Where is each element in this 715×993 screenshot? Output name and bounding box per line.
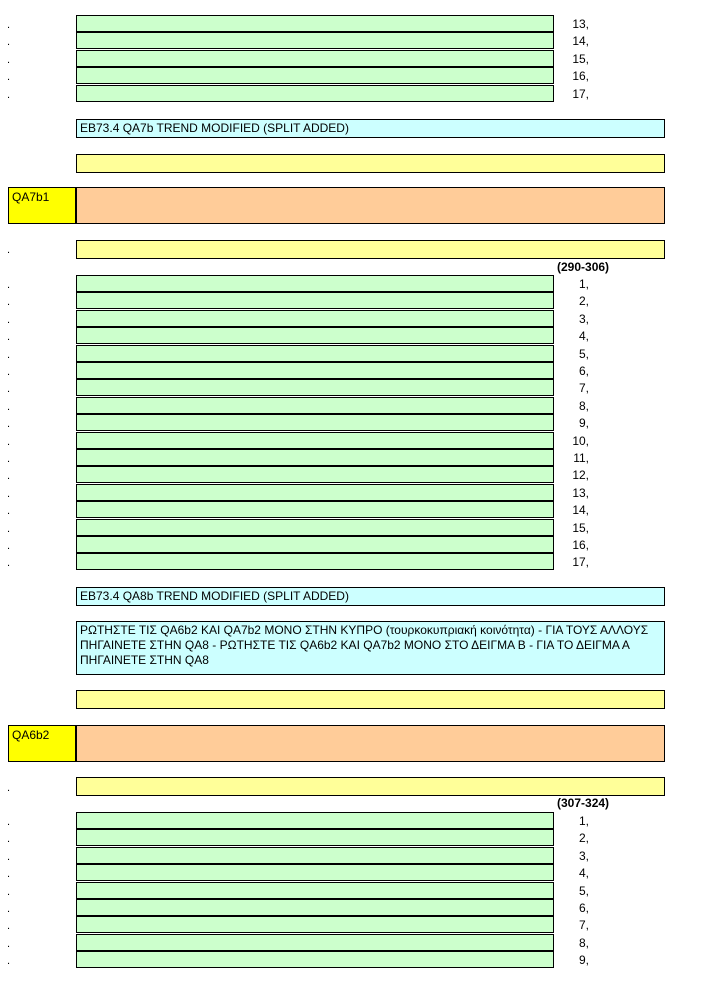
row-marker: .	[7, 955, 11, 968]
answer-row-cell[interactable]	[76, 864, 554, 881]
answer-row-cell[interactable]	[76, 362, 554, 379]
row-marker: .	[7, 19, 11, 31]
answer-row-cell[interactable]	[76, 397, 554, 414]
answer-code: 9,	[578, 953, 589, 968]
answer-row-cell[interactable]	[76, 292, 554, 309]
answer-code: 6,	[578, 901, 589, 915]
answer-code: 13,	[572, 485, 589, 500]
answer-row-cell[interactable]	[76, 275, 554, 292]
answer-code: 17,	[572, 555, 589, 570]
row-marker: .	[7, 36, 11, 49]
answer-code: 3,	[578, 311, 589, 326]
column-range: (307-324)	[557, 796, 610, 810]
row-marker: .	[7, 71, 11, 84]
row-marker: .	[7, 435, 11, 448]
row-marker: .	[7, 313, 11, 326]
answer-code: 3,	[578, 848, 589, 863]
question-label: QA7b1	[8, 187, 76, 224]
answer-row-cell[interactable]	[76, 829, 554, 846]
answer-row-cell[interactable]	[76, 519, 554, 536]
answer-row-cell[interactable]	[76, 882, 554, 899]
answer-code: 2,	[578, 831, 589, 846]
answer-row-cell[interactable]	[76, 812, 554, 829]
row-marker: .	[7, 937, 11, 950]
answer-row-cell[interactable]	[76, 501, 554, 518]
answer-row-cell[interactable]	[76, 50, 554, 67]
answer-row-cell[interactable]	[76, 379, 554, 396]
answer-code: 6,	[578, 364, 589, 378]
answer-row-cell[interactable]	[76, 916, 554, 933]
row-marker: .	[7, 833, 11, 846]
question-text-bar	[76, 154, 665, 173]
row-marker: .	[7, 816, 11, 828]
row-marker: .	[7, 470, 11, 483]
answer-code: 11,	[573, 451, 589, 465]
answer-row-cell[interactable]	[76, 345, 554, 362]
question-label: QA6b2	[8, 725, 76, 762]
answer-code: 15,	[572, 520, 589, 535]
row-marker: .	[7, 920, 11, 933]
answer-code: 8,	[578, 935, 589, 950]
answer-row-cell[interactable]	[76, 327, 554, 344]
row-marker: .	[7, 505, 11, 518]
answer-code: 5,	[578, 346, 589, 361]
row-marker: .	[7, 348, 11, 361]
row-marker: .	[7, 453, 11, 465]
answer-row-cell[interactable]	[76, 414, 554, 431]
answer-row-cell[interactable]	[76, 934, 554, 951]
row-marker: .	[7, 540, 11, 552]
answer-code: 17,	[572, 86, 589, 101]
trend-note-qa7b: EB73.4 QA7b TREND MODIFIED (SPLIT ADDED)	[76, 119, 665, 138]
answer-code: 4,	[578, 866, 589, 881]
answer-code: 1,	[578, 277, 589, 291]
answer-row-cell[interactable]	[76, 15, 554, 32]
question-text-bar	[76, 690, 665, 709]
answer-row-cell[interactable]	[76, 432, 554, 449]
row-marker: .	[7, 487, 11, 500]
row-marker: .	[7, 557, 11, 570]
answer-code: 8,	[578, 398, 589, 413]
answer-code: 5,	[578, 883, 589, 898]
answer-code: 16,	[572, 538, 589, 552]
answer-row-cell[interactable]	[76, 536, 554, 553]
answer-code: 12,	[572, 468, 589, 483]
answer-row-cell[interactable]	[76, 951, 554, 968]
trend-note-qa8b: EB73.4 QA8b TREND MODIFIED (SPLIT ADDED)	[76, 587, 665, 606]
answer-code: 7,	[578, 918, 589, 933]
row-marker: .	[7, 522, 11, 535]
row-marker: .	[7, 418, 11, 431]
answer-code: 13,	[572, 17, 589, 31]
row-marker: .	[7, 366, 11, 378]
question-text-bar	[76, 240, 665, 259]
answer-row-cell[interactable]	[76, 899, 554, 916]
answer-row-cell[interactable]	[76, 484, 554, 501]
answer-row-cell[interactable]	[76, 553, 554, 570]
answer-row-cell[interactable]	[76, 310, 554, 327]
answer-code: 14,	[572, 503, 589, 518]
question-header-body	[76, 725, 665, 762]
row-marker: .	[7, 88, 11, 101]
interviewer-instruction: ΡΩΤΗΣΤΕ ΤΙΣ QA6b2 ΚΑΙ QA7b2 ΜΟΝΟ ΣΤΗΝ ΚΥΠΡΟ (τουρκοκυπριακή κοινότητα) - ΓΙΑ ΤΟΥΣ ΑΛΛΟΥΣ ΠΗΓΑΙΝΕΤΕ ΣΤΗΝ QA8 - ΡΩΤΗΣΤΕ ΤΙΣ QA6b2 ΚΑΙ QA7b2 ΜΟΝΟ ΣΤΟ ΔΕΙΓΜΑ Β - ΓΙΑ ΤΟ ΔΕΙΓΜΑ Α ΠΗΓΑΙΝΕΤΕ ΣΤΗΝ QA8	[76, 621, 665, 675]
row-marker: .	[7, 782, 11, 794]
answer-code: 16,	[572, 69, 589, 84]
row-marker: .	[7, 903, 11, 915]
row-marker: .	[7, 383, 11, 396]
answer-code: 1,	[578, 814, 589, 828]
answer-code: 9,	[578, 416, 589, 431]
row-marker: .	[7, 244, 11, 256]
answer-row-cell[interactable]	[76, 449, 554, 466]
row-marker: .	[7, 296, 11, 309]
row-marker: .	[7, 331, 11, 344]
answer-row-cell[interactable]	[76, 32, 554, 49]
row-marker: .	[7, 868, 11, 881]
answer-code: 4,	[578, 329, 589, 344]
answer-code: 15,	[572, 51, 589, 66]
row-marker: .	[7, 885, 11, 898]
answer-row-cell[interactable]	[76, 85, 554, 102]
row-marker: .	[7, 850, 11, 863]
column-range: (290-306)	[557, 260, 610, 274]
answer-code: 10,	[572, 433, 589, 448]
question-header-body	[76, 187, 665, 224]
answer-code: 2,	[578, 294, 589, 309]
row-marker: .	[7, 53, 11, 66]
row-marker: .	[7, 400, 11, 413]
row-marker: .	[7, 279, 11, 291]
question-text-bar	[76, 777, 665, 796]
answer-code: 7,	[578, 381, 589, 396]
answer-code: 14,	[572, 34, 589, 49]
answer-row-cell[interactable]	[76, 466, 554, 483]
answer-row-cell[interactable]	[76, 67, 554, 84]
answer-row-cell[interactable]	[76, 847, 554, 864]
